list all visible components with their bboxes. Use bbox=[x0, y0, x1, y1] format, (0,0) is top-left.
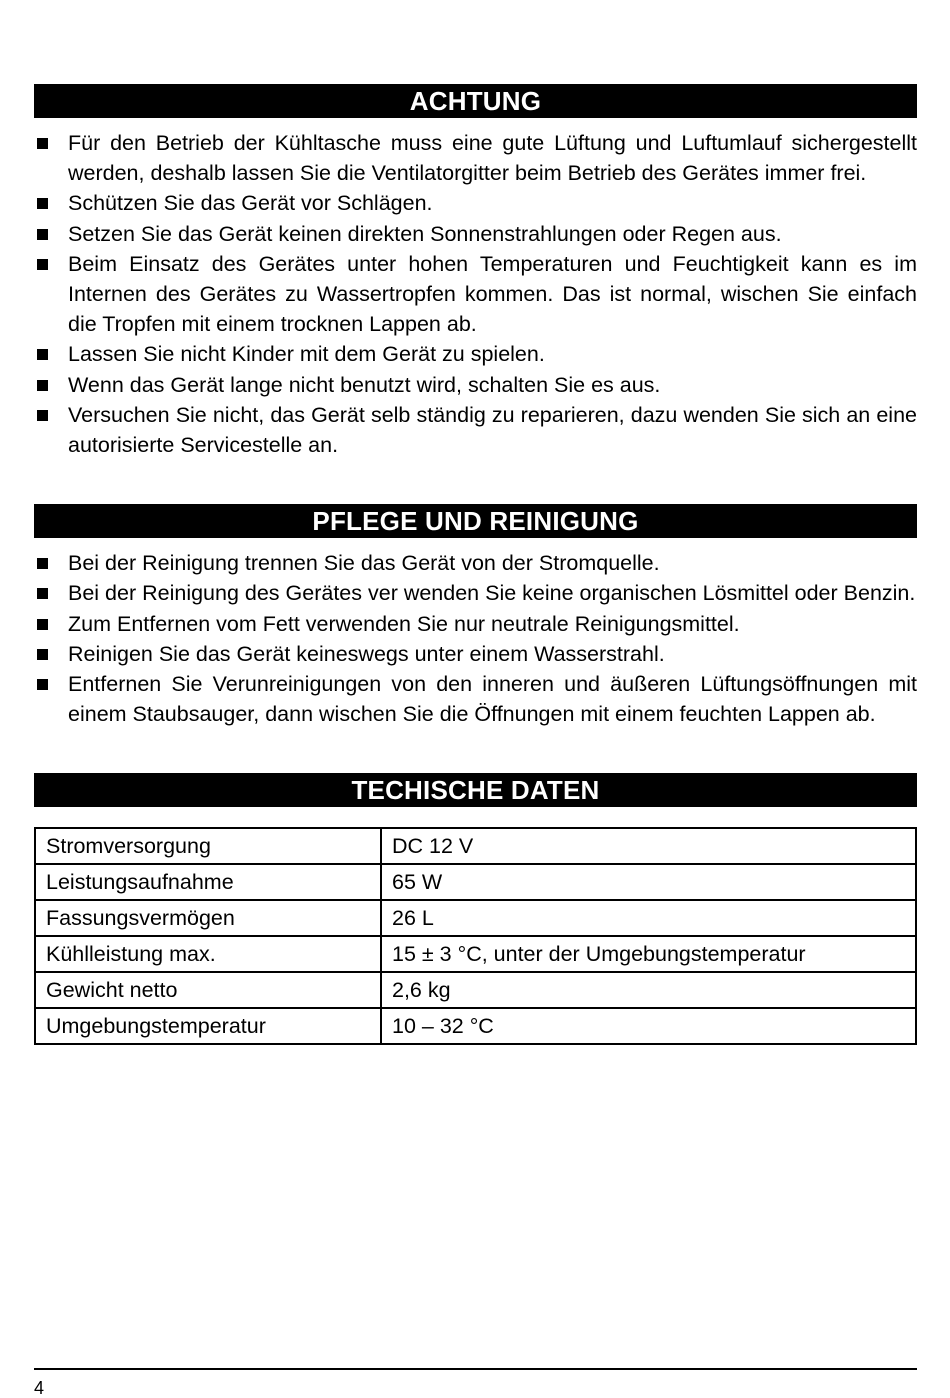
list-item bbox=[34, 548, 917, 578]
list-item bbox=[34, 400, 917, 460]
spec-label: Kühlleistung max. bbox=[35, 936, 381, 972]
list-item bbox=[34, 128, 917, 188]
spec-value: 65 W bbox=[381, 864, 916, 900]
list-item bbox=[34, 188, 917, 218]
spec-label: Umgebungstemperatur bbox=[35, 1008, 381, 1044]
list-item-text: Entfernen Sie Verunreinigungen von den inneren und äußeren Lüftungsöffnungen mit einem Staubsauger, dann wischen Sie die Öffnungen mit einem feuchten Lappen ab. bbox=[68, 672, 917, 727]
square-bullet-icon bbox=[37, 229, 48, 240]
square-bullet-icon bbox=[37, 380, 48, 391]
list-item bbox=[34, 669, 917, 729]
table-row bbox=[35, 864, 916, 900]
list-item bbox=[34, 370, 917, 400]
list-item-text: Schützen Sie das Gerät vor Schlägen. bbox=[68, 191, 433, 216]
section-header-technische-daten: TECHISCHE DATEN bbox=[34, 773, 917, 807]
square-bullet-icon bbox=[37, 649, 48, 660]
section-header-achtung: ACHTUNG bbox=[34, 84, 917, 118]
table-row bbox=[35, 1008, 916, 1044]
list-item-text: Bei der Reinigung des Gerätes ver wenden Sie keine organischen Lösmittel oder Benzin. bbox=[68, 581, 916, 606]
section-header-pflege: PFLEGE UND REINIGUNG bbox=[34, 504, 917, 538]
square-bullet-icon bbox=[37, 588, 48, 599]
list-item-text: Setzen Sie das Gerät keinen direkten Sonnenstrahlungen oder Regen aus. bbox=[68, 221, 782, 246]
list-item bbox=[34, 249, 917, 340]
list-item-text: Wenn das Gerät lange nicht benutzt wird, schalten Sie es aus. bbox=[68, 372, 661, 397]
list-item-text: Für den Betrieb der Kühltasche muss eine gute Lüftung und Luftumlauf sichergestellt werden, deshalb lassen Sie die Ventilatorgitter beim Betrieb des Gerätes immer frei. bbox=[68, 131, 917, 186]
list-item bbox=[34, 339, 917, 369]
square-bullet-icon bbox=[37, 138, 48, 149]
spec-label: Gewicht netto bbox=[35, 972, 381, 1008]
page-number: 4 bbox=[34, 1378, 45, 1398]
table-row bbox=[35, 900, 916, 936]
list-item-text: Beim Einsatz des Gerätes unter hohen Temperaturen und Feuchtigkeit kann es im Internen des Gerätes zu Wassertropfen kommen. Das ist normal, wischen Sie einfach die Tropfen mit einem trocknen Lappen ab. bbox=[68, 251, 917, 337]
table-row bbox=[35, 828, 916, 864]
spec-label: Fassungsvermögen bbox=[35, 900, 381, 936]
table-row bbox=[35, 936, 916, 972]
square-bullet-icon bbox=[37, 259, 48, 270]
page-content bbox=[34, 0, 917, 1045]
list-item-text: Versuchen Sie nicht, das Gerät selb ständig zu reparieren, dazu wenden Sie sich an eine autorisierte Servicestelle an. bbox=[68, 402, 917, 458]
pflege-list bbox=[34, 548, 917, 729]
list-item-text: Zum Entfernen vom Fett verwenden Sie nur neutrale Reinigungsmittel. bbox=[68, 611, 740, 636]
table-row bbox=[35, 972, 916, 1008]
spec-value: 10 – 32 °C bbox=[381, 1008, 916, 1044]
list-item-text: Lassen Sie nicht Kinder mit dem Gerät zu spielen. bbox=[68, 342, 545, 367]
list-item bbox=[34, 639, 917, 669]
list-item-text: Bei der Reinigung trennen Sie das Gerät von der Stromquelle. bbox=[68, 551, 660, 576]
list-item bbox=[34, 609, 917, 639]
achtung-list bbox=[34, 128, 917, 460]
list-item bbox=[34, 219, 917, 249]
list-item-text: Reinigen Sie das Gerät keineswegs unter einem Wasserstrahl. bbox=[68, 641, 665, 666]
square-bullet-icon bbox=[37, 349, 48, 360]
spec-value: DC 12 V bbox=[381, 828, 916, 864]
footer-divider bbox=[34, 1368, 917, 1370]
spec-value: 2,6 kg bbox=[381, 972, 916, 1008]
spec-value: 26 L bbox=[381, 900, 916, 936]
square-bullet-icon bbox=[37, 198, 48, 209]
spec-label: Leistungsaufnahme bbox=[35, 864, 381, 900]
square-bullet-icon bbox=[37, 410, 48, 421]
spec-value: 15 ± 3 °C, unter der Umgebungstemperatur bbox=[381, 936, 916, 972]
square-bullet-icon bbox=[37, 679, 48, 690]
spec-label: Stromversorgung bbox=[35, 828, 381, 864]
specs-table bbox=[34, 827, 917, 1045]
list-item bbox=[34, 578, 917, 608]
square-bullet-icon bbox=[37, 558, 48, 569]
square-bullet-icon bbox=[37, 619, 48, 630]
